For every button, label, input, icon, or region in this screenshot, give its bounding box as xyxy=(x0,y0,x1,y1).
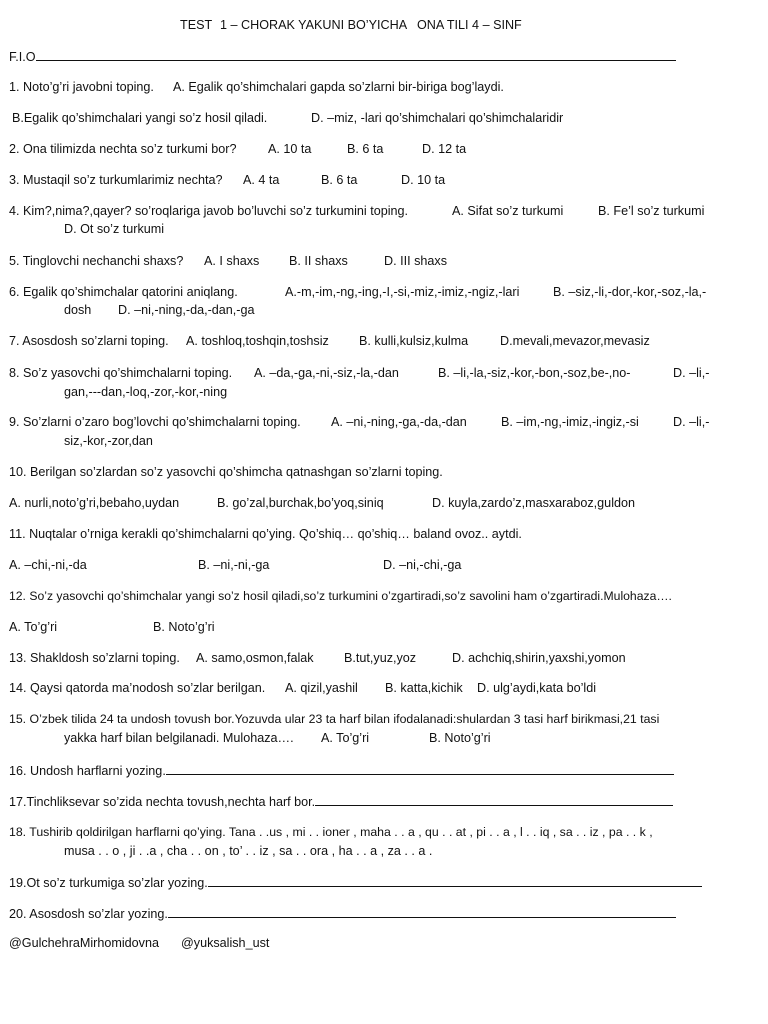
q4-option-b: B. Fe’l so’z turkumi xyxy=(598,204,705,218)
q10-option-d: D. kuyla,zardo’z,masxaraboz,guldon xyxy=(432,496,636,510)
q3-text: 3. Mustaqil so’z turkumlarimiz nechta? xyxy=(9,173,223,187)
q3-option-a: A. 4 ta xyxy=(243,173,280,187)
q13-text: 13. Shakldosh so’zlarni toping. xyxy=(9,651,180,665)
question-20 xyxy=(9,905,676,922)
q9-option-d: D. –li,- xyxy=(673,415,710,429)
fio-row xyxy=(9,48,676,65)
q11-option-b: B. –ni,-ni,-ga xyxy=(198,558,270,572)
q11-text: 11. Nuqtalar o’rniga kerakli qo’shimchalarni qo’ying. Qo’shiq… qo’shiq… baland ovoz.. aytdi. xyxy=(9,527,522,541)
q13-option-d: D. achchiq,shirin,yaxshi,yomon xyxy=(452,651,626,665)
q9-option-a: A. –ni,-ning,-ga,-da,-dan xyxy=(331,415,467,429)
q19-answer-blank[interactable] xyxy=(208,874,702,887)
q13-option-b: B.tut,yuz,yoz xyxy=(344,651,417,665)
q6-option-b-continued: dosh xyxy=(64,303,92,317)
q10-option-a: A. nurli,noto’g’ri,bebaho,uydan xyxy=(9,496,180,510)
footer-handles xyxy=(9,935,269,951)
q15-option-b: B. Noto’g’ri xyxy=(429,731,491,745)
question-1 xyxy=(9,79,154,95)
q7-text: 7. Asosdosh so’zlarni toping. xyxy=(9,334,169,348)
q6-option-d: D. –ni,-ning,-da,-dan,-ga xyxy=(118,303,255,317)
q2-option-d: D. 12 ta xyxy=(422,142,467,156)
q15-text: 15. O’zbek tilida 24 ta undosh tovush bor.Yozuvda ular 23 ta harf bilan ifodalanadi:shulardan 3 tasi harf birikmasi,21 tasi xyxy=(9,712,660,726)
q5-text: 5. Tinglovchi nechanchi shaxs? xyxy=(9,254,184,268)
q9-text: 9. So’zlarni o’zaro bog’lovchi qo’shimchalarni toping. xyxy=(9,415,301,429)
q12-option-a: A. To’g’ri xyxy=(9,620,58,634)
q12-text: 12. So’z yasovchi qo’shimchalar yangi so’z hosil qiladi,so’z turkumini o’zgartiradi,so’z savolini ham o’zgartiradi.Mulohaza…. xyxy=(9,589,672,603)
q3-option-b: B. 6 ta xyxy=(321,173,358,187)
author-handle: @GulchehraMirhomidovna xyxy=(9,936,159,950)
q17-text: 17.Tinchliksevar so’zida nechta tovush,nechta harf bor. xyxy=(9,795,316,809)
question-17 xyxy=(9,793,673,810)
q15-option-a: A. To’g’ri xyxy=(321,731,370,745)
q18-text-continued: musa . . o , ji . .a , cha . . on , to’ . . iz , sa . . ora , ha . . a , za . . a . xyxy=(64,844,433,858)
q9-option-d-continued: siz,-kor,-zor,dan xyxy=(64,434,153,448)
fio-blank[interactable] xyxy=(36,48,676,61)
q6-option-b: B. –siz,-li,-dor,-kor,-soz,-la,- xyxy=(553,285,707,299)
q17-answer-blank[interactable] xyxy=(315,793,673,806)
q8-option-d-continued: gan,---dan,-loq,-zor,-kor,-ning xyxy=(64,385,228,399)
q5-option-d: D. III shaxs xyxy=(384,254,447,268)
q1-option-b: B.Egalik qo’shimchalari yangi so’z hosil qiladi. xyxy=(12,111,268,125)
q13-option-a: A. samo,osmon,falak xyxy=(196,651,314,665)
q2-option-b: B. 6 ta xyxy=(347,142,384,156)
q5-option-a: A. I shaxs xyxy=(204,254,260,268)
q10-text: 10. Berilgan so’zlardan so’z yasovchi qo’shimcha qatnashgan so’zlarni toping. xyxy=(9,465,443,479)
q9-option-b: B. –im,-ng,-imiz,-ingiz,-si xyxy=(501,415,639,429)
q7-option-a: A. toshloq,toshqin,toshsiz xyxy=(186,334,329,348)
q6-option-a: A.-m,-im,-ng,-ing,-I,-si,-miz,-imiz,-ngiz,-lari xyxy=(285,285,520,299)
question-16 xyxy=(9,762,674,779)
q10-option-b: B. go’zal,burchak,bo’yoq,siniq xyxy=(217,496,384,510)
fio-label: F.I.O xyxy=(9,50,36,64)
q1-option-a: A. Egalik qo’shimchalari gapda so’zlarni bir-biriga bog’laydi. xyxy=(173,80,504,94)
q11-option-d: D. –ni,-chi,-ga xyxy=(383,558,462,572)
q15-text-continued: yakka harf bilan belgilanadi. Mulohaza…. xyxy=(64,731,294,745)
channel-handle: @yuksalish_ust xyxy=(180,936,270,950)
q5-option-b: B. II shaxs xyxy=(289,254,348,268)
q8-option-d: D. –li,- xyxy=(673,366,710,380)
q2-option-a: A. 10 ta xyxy=(268,142,312,156)
q2-text: 2. Ona tilimizda nechta so’z turkumi bor? xyxy=(9,142,237,156)
q14-option-b: B. katta,kichik xyxy=(385,681,463,695)
q4-option-a: A. Sifat so’z turkumi xyxy=(452,204,564,218)
q4-text: 4. Kim?,nima?,qayer? so’roqlariga javob bo’luvchi so’z turkumini toping. xyxy=(9,204,409,218)
subject-label: ONA TILI 4 – SINF xyxy=(417,18,522,32)
q14-option-a: A. qizil,yashil xyxy=(285,681,358,695)
q16-answer-blank[interactable] xyxy=(166,762,674,775)
q7-option-d: D.mevali,mevazor,mevasiz xyxy=(500,334,650,348)
q4-option-d: D. Ot so’z turkumi xyxy=(64,222,165,236)
q20-answer-blank[interactable] xyxy=(168,905,676,918)
q14-option-d: D. ulg’aydi,kata bo’ldi xyxy=(477,681,597,695)
q16-text: 16. Undosh harflarni yozing. xyxy=(9,764,166,778)
q1-option-d: D. –miz, -lari qo’shimchalari qo’shimchalaridir xyxy=(311,111,564,125)
q20-text: 20. Asosdosh so’zlar yozing. xyxy=(9,907,168,921)
q7-option-b: B. kulli,kulsiz,kulma xyxy=(359,334,469,348)
q8-option-b: B. –li,-la,-siz,-kor,-bon,-soz,be-,no- xyxy=(438,366,631,380)
q12-option-b: B. Noto’g’ri xyxy=(153,620,215,634)
test-label: TEST xyxy=(180,18,213,32)
q18-text: 18. Tushirib qoldirilgan harflarni qo’ying. Tana . .us , mi . . ioner , maha . . a , qu . . at , pi . . a , l . . iq , sa . . iz , pa . . k , xyxy=(9,825,653,839)
q19-text: 19.Ot so’z turkumiga so’zlar yozing. xyxy=(9,876,208,890)
q8-text: 8. So’z yasovchi qo’shimchalarni toping. xyxy=(9,366,233,380)
q6-text: 6. Egalik qo’shimchalar qatorini aniqlang. xyxy=(9,285,238,299)
q8-option-a: A. –da,-ga,-ni,-siz,-la,-dan xyxy=(254,366,399,380)
q11-option-a: A. –chi,-ni,-da xyxy=(9,558,87,572)
quarter-label: 1 – CHORAK YAKUNI BO’YICHA xyxy=(220,18,408,32)
q3-option-d: D. 10 ta xyxy=(401,173,446,187)
q1-text: 1. Noto’g’ri javobni toping. xyxy=(9,80,154,94)
question-19 xyxy=(9,874,702,891)
q14-text: 14. Qaysi qatorda ma’nodosh so’zlar berilgan. xyxy=(9,681,266,695)
